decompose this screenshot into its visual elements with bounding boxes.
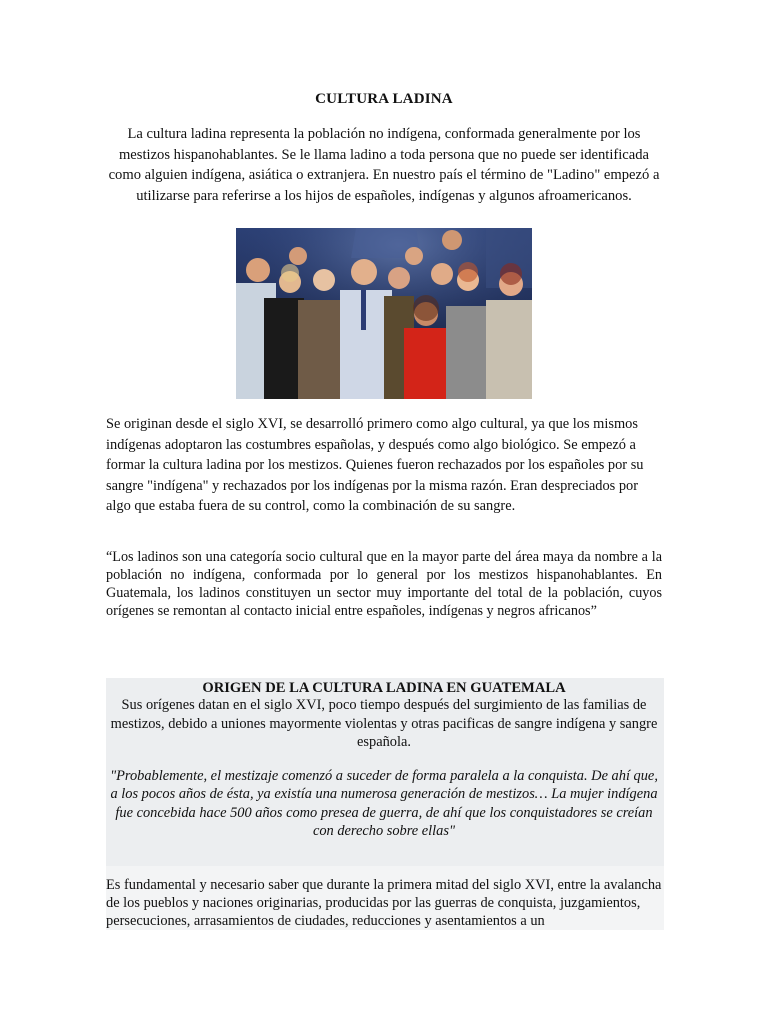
section-heading: ORIGEN DE LA CULTURA LADINA EN GUATEMALA xyxy=(202,680,566,696)
section-quote: "Probablemente, el mestizaje comenzó a suceder de forma paralela a la conquista. De ahí que, a los pocos años de ésta, ya existía una numerosa generación de mestizos… La mujer indígena fue concebida hace 500 años como presea de guerra, de ahí que los conquistadores se creían con derecho sobre ellas" xyxy=(110,768,658,840)
section-paragraph: Sus orígenes datan en el siglo XVI, poco tiempo después del surgimiento de las familias de mestizos, debido a uniones mayormente violentas y otras pacificas de sangre indígena y sangre española. xyxy=(110,697,658,751)
origin-paragraph: Se originan desde el siglo XVI, se desarrolló primero como algo cultural, ya que los mismos indígenas adoptaron las costumbres españolas, y después como algo biológico. Se empezó a formar la cultura ladina por los mestizos. Quienes fueron rechazados por los españoles por su sangre "indígena" y rechazados por los indígenas por la misma razón. Eran despreciados por algo que estaba fuera de su control, como la combinación de su sangre. xyxy=(106,416,644,515)
quote-paragraph: “Los ladinos son una categoría socio cultural que en la mayor parte del área maya da nombre a la población no indígena, conformada por lo general por los mestizos hispanohablantes. En Guatemala, los ladinos constituyen un sector muy importante del total de la población, cuyos orígenes se remontan al contacto inicial entre españoles, indígenas y negros africanos” xyxy=(106,549,662,619)
intro-paragraph: La cultura ladina representa la población no indígena, conformada generalmente por los mestizos hispanohablantes. Se le llama ladino a toda persona que no puede ser identificada como alguien indígena, asiática o extranjera. En nuestro país el término de "Ladino" empezó a utilizarse para referirse a los hijos de españoles, indígenas y algunos afroamericanos. xyxy=(108,126,660,204)
group-photo xyxy=(236,228,532,399)
document-title: CULTURA LADINA xyxy=(315,91,453,107)
final-paragraph: Es fundamental y necesario saber que durante la primera mitad del siglo XVI, entre la avalancha de los pueblos y naciones originarias, producidas por las guerras de conquista, juzgamientos, persecuciones, arrasamientos de ciudades, reducciones y asentamientos a un xyxy=(106,877,662,929)
